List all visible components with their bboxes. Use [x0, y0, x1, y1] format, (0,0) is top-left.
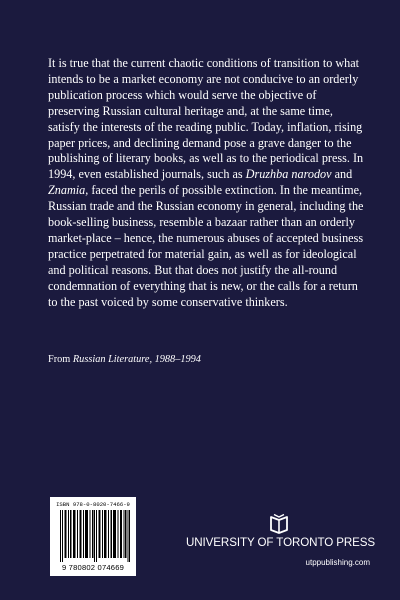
isbn-label: ISBN 978-0-8020-7466-9 — [56, 501, 130, 508]
source-book-title: Russian Literature, 1988–1994 — [72, 354, 201, 365]
journal-title-druzhba: Druzhba narodov — [245, 167, 332, 182]
barcode-panel — [50, 497, 136, 576]
blurb-part-2: , faced the perils of possible extinction. In the meantime, Russian trade and the Russian economy in general, including the book-selling business, resemble a bazaar rather than an orderly market-place – hence, the numerous abuses of accepted business practice perpetrated for material gain, as well as for ideological and political reasons. But that does not justify the all-round condemnation of everything that is new, or the calls for a return to the past voiced by some conservative thinkers. — [48, 183, 364, 309]
barcode-bars — [60, 510, 130, 562]
publisher-name: UNIVERSITY OF TORONTO PRESS — [186, 536, 376, 549]
blurb-text — [48, 56, 366, 311]
source-citation — [48, 353, 366, 366]
blurb-part-1: It is true that the current chaotic conditions of transition to what intends to be a market economy are not conducive to an orderly publication process which would serve the objective of preserving Russian cultural heritage and, at the same time, satisfy the interests of the reading public. Today, inflation, rising paper prices, and declining demand pose a grave danger to the publishing of literary books, as well as to the periodical press. In 1994, even established journals, such as — [48, 56, 364, 182]
journal-title-znamia: Znamia — [48, 183, 86, 198]
book-crest-icon — [268, 513, 290, 535]
blurb-paragraph — [48, 56, 366, 311]
publisher-url[interactable]: utppublishing.com — [305, 558, 370, 567]
barcode-digits: 9 780802 074669 — [61, 563, 125, 572]
source-prefix: From — [48, 354, 73, 365]
blurb-and: and — [331, 167, 353, 182]
